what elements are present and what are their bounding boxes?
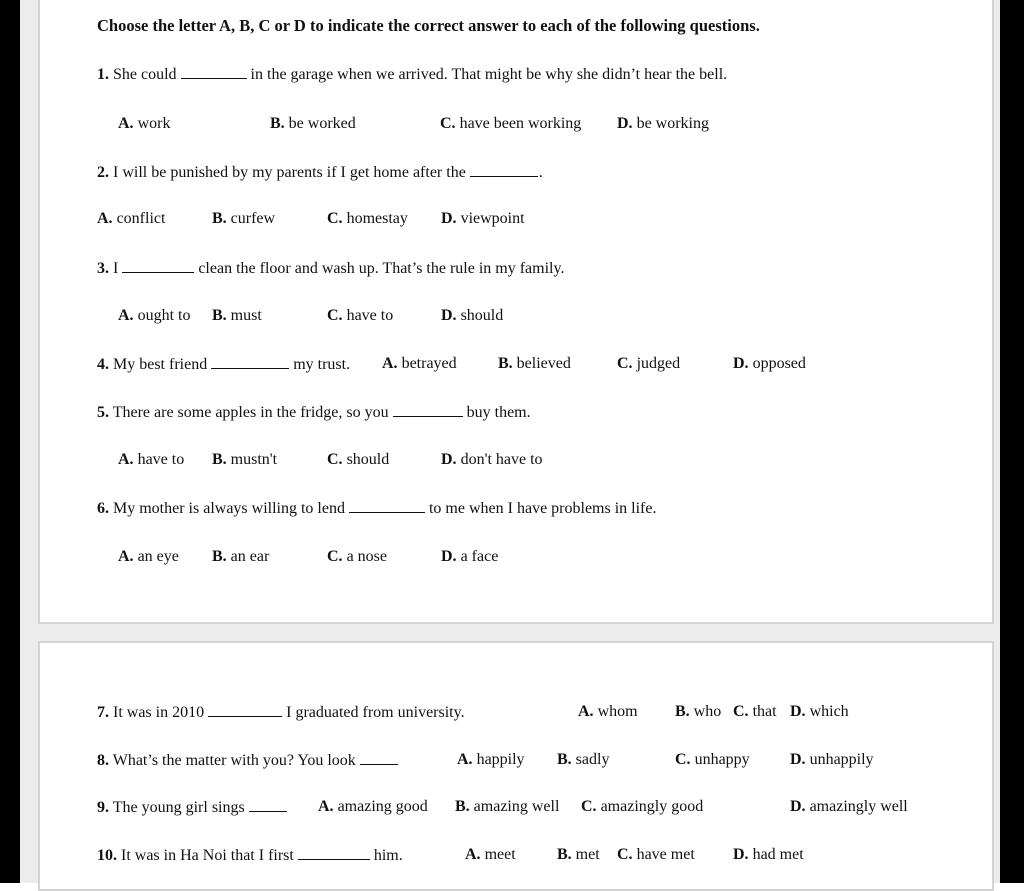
question-text-after: buy them.: [466, 404, 531, 421]
option-b[interactable]: B. be worked: [270, 115, 356, 132]
answer-blank: [249, 797, 287, 812]
question-number: 7.: [97, 704, 109, 721]
question-number: 6.: [97, 500, 109, 517]
option-c[interactable]: C. that: [733, 703, 777, 720]
option-c[interactable]: C. amazingly good: [581, 798, 704, 815]
option-b[interactable]: B. met: [557, 846, 600, 863]
answer-blank: [470, 162, 538, 177]
question-text-after: to me when I have problems in life.: [428, 500, 657, 517]
question-number: 8.: [97, 752, 109, 769]
question-number: 4.: [97, 356, 109, 373]
question-9: [97, 797, 287, 818]
question-4: [97, 354, 350, 375]
option-d[interactable]: D. viewpoint: [441, 210, 525, 227]
question-number: 3.: [97, 260, 109, 277]
option-b[interactable]: B. mustn't: [212, 451, 278, 468]
option-d[interactable]: D. don't have to: [441, 451, 543, 468]
option-b[interactable]: B. who: [675, 703, 722, 720]
option-c[interactable]: C. judged: [617, 355, 681, 372]
right-dark-edge: [1000, 0, 1024, 883]
question-number: 2.: [97, 164, 109, 181]
option-b[interactable]: B. sadly: [557, 751, 610, 768]
option-c[interactable]: C. should: [327, 451, 390, 468]
option-b[interactable]: B. an ear: [212, 548, 270, 565]
option-b[interactable]: B. believed: [498, 355, 571, 372]
answer-blank: [360, 750, 398, 765]
option-a[interactable]: A. meet: [465, 846, 516, 863]
answer-blank: [181, 64, 247, 79]
option-d[interactable]: D. be working: [617, 115, 709, 132]
answer-blank: [211, 354, 289, 369]
option-c[interactable]: C. a nose: [327, 548, 387, 565]
option-a[interactable]: A. whom: [578, 703, 638, 720]
option-c[interactable]: C. unhappy: [675, 751, 750, 768]
question-number: 1.: [97, 66, 109, 83]
question-text-after: him.: [373, 847, 403, 864]
question-text-before: My best friend: [113, 356, 208, 373]
answer-blank: [393, 402, 463, 417]
question-number: 5.: [97, 404, 109, 421]
question-text-before: There are some apples in the fridge, so you: [112, 404, 389, 421]
question-10: [97, 845, 403, 866]
answer-blank: [122, 258, 194, 273]
question-text-after: clean the floor and wash up. That’s the rule in my family.: [198, 260, 565, 277]
question-5: [97, 402, 531, 423]
question-text-after: in the garage when we arrived. That might be why she didn’t hear the bell.: [250, 66, 728, 83]
question-6: [97, 498, 656, 519]
question-2: [97, 162, 543, 183]
option-d[interactable]: D. which: [790, 703, 849, 720]
question-text-before: It was in Ha Noi that I first: [121, 847, 294, 864]
question-number: 9.: [97, 799, 109, 816]
option-a[interactable]: A. an eye: [118, 548, 179, 565]
question-text-after: I graduated from university.: [286, 704, 465, 721]
option-a[interactable]: A. amazing good: [318, 798, 428, 815]
question-8: [97, 750, 398, 771]
option-b[interactable]: B. curfew: [212, 210, 276, 227]
question-3: [97, 258, 564, 279]
question-text-before: I: [113, 260, 119, 277]
option-c[interactable]: C. have met: [617, 846, 695, 863]
option-c[interactable]: C. have to: [327, 307, 394, 324]
option-c[interactable]: C. homestay: [327, 210, 408, 227]
question-text-before: The young girl sings: [112, 799, 245, 816]
question-text-before: I will be punished by my parents if I get home after the: [113, 164, 466, 181]
option-d[interactable]: D. should: [441, 307, 504, 324]
instruction-text: Choose the letter A, B, C or D to indicate the correct answer to each of the following questions.: [97, 16, 760, 35]
option-a[interactable]: A. have to: [118, 451, 185, 468]
option-a[interactable]: A. conflict: [97, 210, 166, 227]
question-text-after: my trust.: [293, 356, 351, 373]
question-number: 10.: [97, 847, 117, 864]
question-text-after: .: [538, 164, 543, 181]
option-a[interactable]: A. work: [118, 115, 171, 132]
question-text-before: What’s the matter with you? You look: [112, 752, 356, 769]
answer-blank: [349, 498, 425, 513]
question-1: [97, 64, 727, 85]
option-d[interactable]: D. had met: [733, 846, 804, 863]
option-b[interactable]: B. amazing well: [455, 798, 560, 815]
option-d[interactable]: D. opposed: [733, 355, 806, 372]
option-a[interactable]: A. betrayed: [382, 355, 457, 372]
option-a[interactable]: A. happily: [457, 751, 525, 768]
option-b[interactable]: B. must: [212, 307, 262, 324]
question-text-before: It was in 2010: [113, 704, 205, 721]
question-text-before: My mother is always willing to lend: [113, 500, 345, 517]
answer-blank: [298, 845, 370, 860]
question-text-before: She could: [113, 66, 177, 83]
option-d[interactable]: D. a face: [441, 548, 499, 565]
option-a[interactable]: A. ought to: [118, 307, 191, 324]
left-dark-edge: [0, 0, 20, 883]
option-c[interactable]: C. have been working: [440, 115, 582, 132]
option-d[interactable]: D. amazingly well: [790, 798, 908, 815]
answer-blank: [208, 702, 282, 717]
option-d[interactable]: D. unhappily: [790, 751, 874, 768]
question-7: [97, 702, 465, 723]
